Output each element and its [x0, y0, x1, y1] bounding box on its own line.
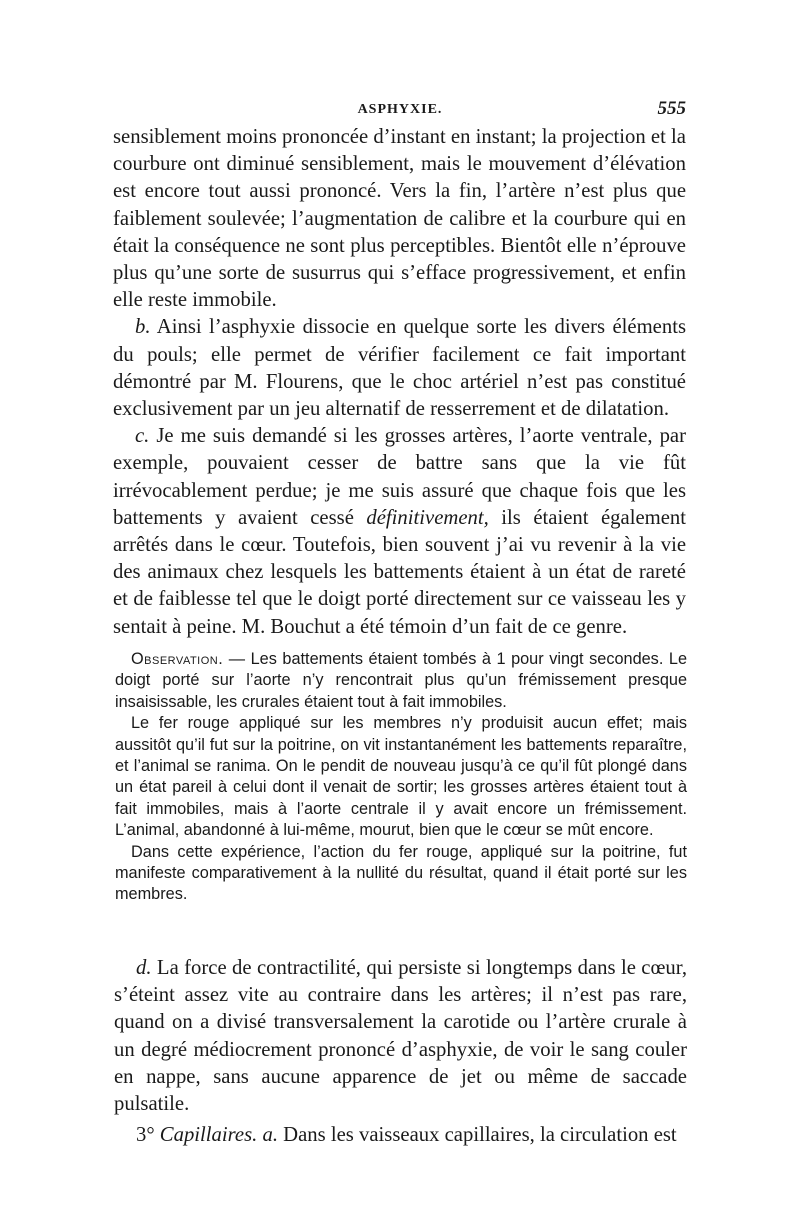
paragraph-b	[113, 314, 686, 423]
section-number: 3°	[136, 1124, 160, 1146]
emphasis-text: définitivement,	[366, 506, 489, 529]
section-title: Capillaires. a.	[159, 1124, 278, 1146]
running-title: ASPHYXIE.	[357, 102, 443, 117]
paragraph-marker: d.	[136, 957, 152, 979]
section-start	[114, 1122, 687, 1149]
paragraph-text: La force de contractilité, qui persiste si longtemps dans le cœur, s’éteint assez vite au contraire dans les artères; il n’est pas rare, quand on a divisé transversalement la carotide ou l’artère crurale à un degré médiocrement prononcé d’asphyxie, de voir le sang couler en nappe, sans aucune apparence de jet ou même de saccade pulsatile.	[114, 957, 687, 1116]
paragraph-text: Je me suis demandé si les grosses artères, l’aorte ventrale, par exemple, pouvaient cesser de battre sans que la vie fût irrévocablement perdue; je me suis assuré que chaque fois que les battements y avaient cessé	[113, 425, 686, 529]
paragraph-capillaires	[114, 1122, 687, 1149]
page-number: 555	[657, 98, 686, 119]
observation-label: Observation.	[131, 650, 224, 668]
paragraph-marker: c.	[135, 425, 150, 448]
observation-paragraph	[115, 649, 687, 713]
paragraph-continuation: sensiblement moins prononcée d’instant en instant; la projection et la courbure ont diminué sensiblement, mais le mouvement d’élévation est encore tout aussi prononcé. Vers la fin, l’artère n’est plus que faiblement soulevée; l’augmentation de calibre et la courbure qui en était la conséquence ne sont plus perceptibles. Bientôt elle n’éprouve plus qu’une sorte de susurrus qui s’efface progressivement, et enfin elle reste immobile.	[113, 126, 686, 312]
paragraph-marker: b.	[135, 316, 151, 339]
observation-text: — Les battements étaient tombés à 1 pour vingt secondes. Le doigt porté sur l’aorte n’y rencontrait plus qu’un frémissement presque insaisissable, les crurales étaient tout à fait immobiles.	[115, 650, 687, 711]
page-header	[114, 98, 686, 124]
main-text-continued	[114, 955, 687, 1118]
observation-paragraph: Le fer rouge appliqué sur les membres n’y produisit aucun effet; mais aussitôt qu’il fut sur la poitrine, on vit instantanément les battements reparaître, et l’animal se ranima. On le pendit de nouveau jusqu’à ce qu’il fût plongé dans un état pareil à celui dont il venait de sortir; les grosses artères étaient tout à fait immobiles, mais à l’aorte centrale il y avait encore un frémissement. L’animal, abandonné à lui-même, mourut, bien que le cœur se mût encore.	[115, 714, 687, 840]
observation-paragraph: Dans cette expérience, l’action du fer rouge, appliqué sur la poitrine, fut manifeste comparativement à la nullité du résultat, quand il était porté sur les membres.	[115, 842, 687, 904]
paragraph-text: Dans les vaisseaux capillaires, la circulation est	[278, 1124, 677, 1146]
paragraph-text: Ainsi l’asphyxie dissocie en quelque sorte les divers éléments du pouls; elle permet de vérifier facilement ce fait important démontré par M. Flourens, que le choc artériel n’est pas constitué exclusivement par un jeu alternatif de resserrement et de dilatation.	[113, 316, 686, 421]
observation-block	[115, 649, 687, 906]
paragraph-text: ils étaient également arrêtés dans le cœur. Toutefois, bien souvent j’ai vu revenir à la vie des animaux chez lesquels les battements étaient à un état de rareté et de faiblesse tel que le doigt porté directement sur ce vaisseau les y sentait à peine. M. Bouchut a été témoin d’un fait de ce genre.	[113, 506, 686, 638]
paragraph-d	[114, 955, 687, 1118]
main-text	[113, 124, 686, 641]
paragraph-c	[113, 423, 686, 641]
